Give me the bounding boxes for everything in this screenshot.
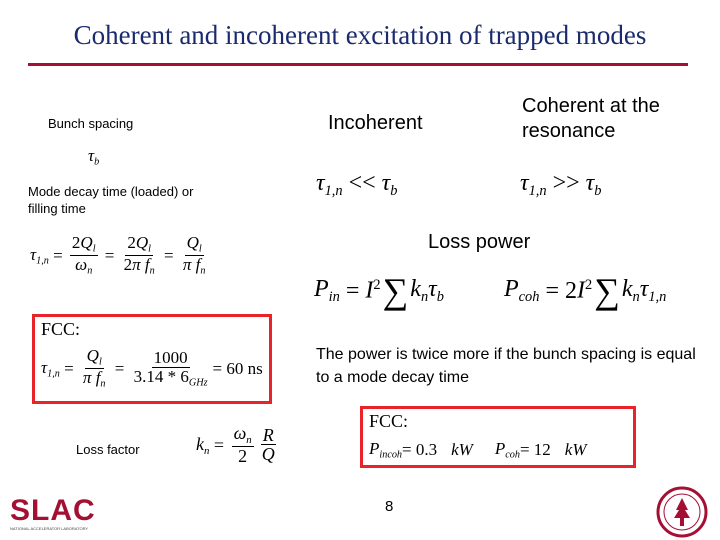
stanford-seal-icon (656, 486, 708, 538)
p-coh-value: = 12 (519, 439, 551, 459)
fcc-left-box (32, 314, 272, 404)
fcc-result: = 60 ns (212, 358, 263, 378)
loss-factor-formula: $k_n$ = $\frac{\omega_n}{2}$ $\frac{R}{Q}$ (196, 423, 275, 467)
fcc-power-values: $P_{incoh}$ = 0.3 kW $P_{coh}$ = 12 kW (369, 439, 587, 461)
fcc-unit-sub: GHz (188, 377, 208, 389)
fcc-left-label: FCC: (41, 319, 81, 339)
fcc-numerator: 1000 (153, 347, 188, 367)
tau-formula: $\tau_{1,n}$ = $\frac{2Q_l}{\omega_n}$ = $\frac{2Q_l}{2\pi f_n}$ = $\frac{Q_l}{\pi f_n}$ (30, 233, 206, 277)
power-note: The power is twice more if the bunch spacing is equal to a mode decay time (316, 346, 696, 387)
slac-logo-caption: NATIONAL ACCELERATOR LABORATORY (10, 526, 89, 531)
page-number: 8 (385, 498, 394, 515)
title-rule (28, 63, 688, 66)
loss-power-label: Loss power (428, 231, 531, 253)
fcc-right-box (360, 406, 636, 468)
slac-logo (10, 496, 120, 532)
tau-b-symbol: $\tau_b$ (88, 146, 100, 168)
fcc-tau-formula: $\tau_{1,n}$ = $\frac{Q_l}{\pi f_n}$ = $\frac{1000}{3.14 * 6_{GHz}}$ = 60 ns (41, 346, 263, 390)
power-incoherent-formula: $P_{in}$ = $I^2$ ∑ $k_n\tau_b$ (314, 271, 444, 311)
incoherent-condition: $\tau_{1,n} << \tau_b$ (316, 170, 398, 200)
loss-factor-label: Loss factor (76, 442, 140, 457)
coherent-condition: $\tau_{1,n} >> \tau_b$ (520, 170, 602, 200)
coherent-label: Coherent at the resonance (522, 95, 660, 142)
mode-decay-label: Mode decay time (loaded) or filling time (28, 184, 194, 216)
p-incoh-unit: kW (451, 439, 473, 459)
power-coherent-formula: $P_{coh}$ = 2 $I^2$ ∑ $k_n\tau_{1,n}$ (504, 271, 667, 311)
fcc-denominator: 3.14 * 6 (133, 366, 189, 386)
incoherent-label: Incoherent (328, 112, 423, 134)
bunch-spacing-label: Bunch spacing (48, 116, 134, 131)
p-coh-unit: kW (564, 439, 587, 459)
slide-title: Coherent and incoherent excitation of trapped modes (73, 20, 647, 50)
fcc-right-label: FCC: (369, 411, 409, 431)
slac-logo-text: SLAC (10, 494, 96, 527)
p-incoh-value: = 0.3 (402, 439, 438, 459)
